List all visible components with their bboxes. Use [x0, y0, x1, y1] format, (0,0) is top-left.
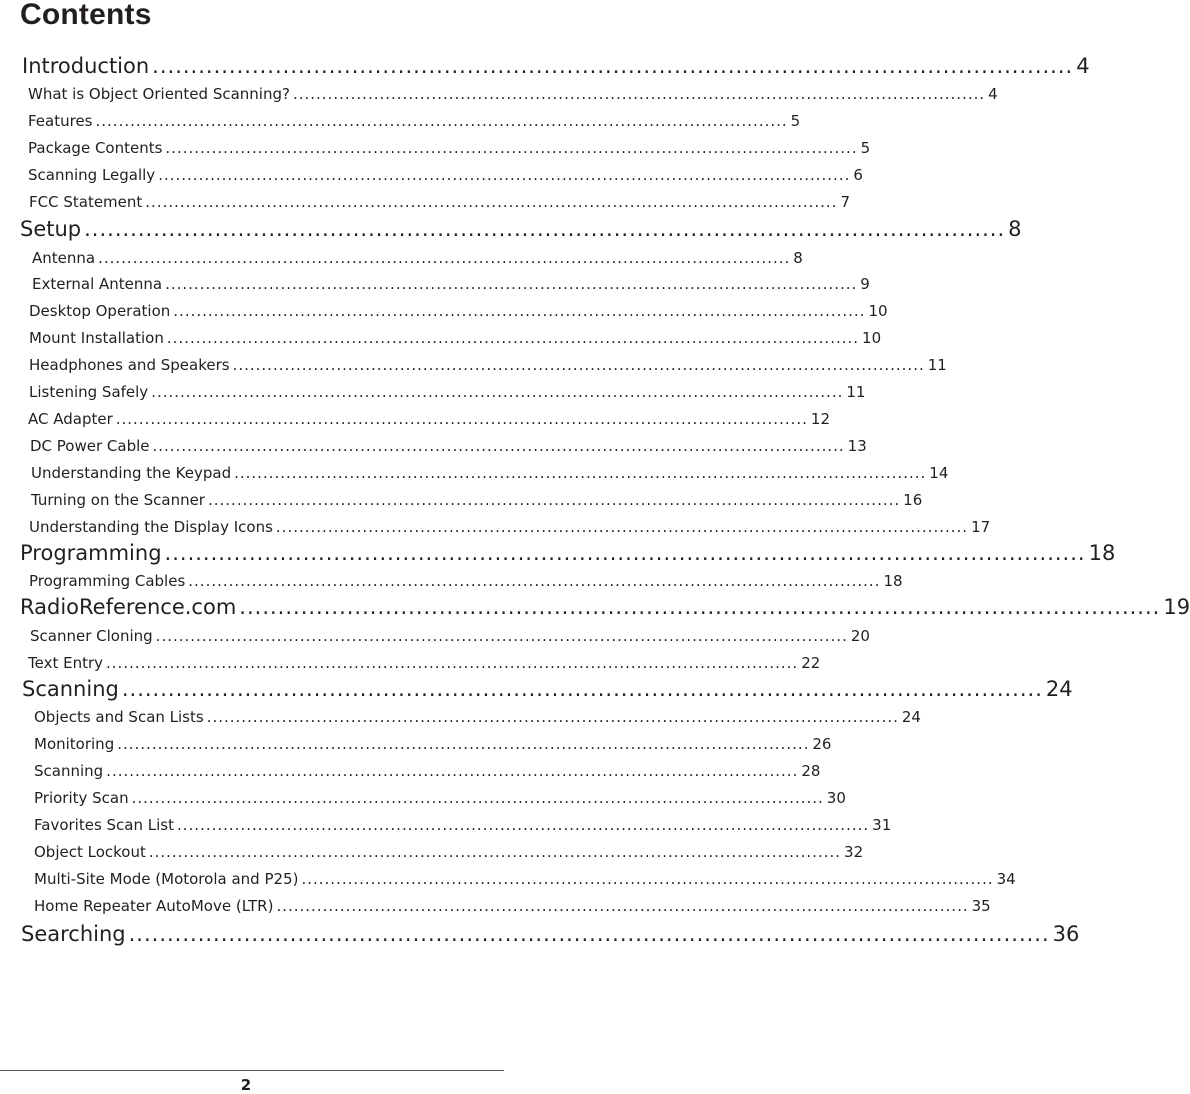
toc-entry-page: 30 — [826, 789, 846, 807]
toc-dot-leader: ........................................................................................................................ — [121, 677, 1043, 701]
toc-section-entry[interactable] — [29, 302, 888, 320]
toc-dot-leader: ........................................................................................................................ — [164, 541, 1086, 565]
toc-entry-title: What is Object Oriented Scanning? — [28, 85, 290, 103]
toc-entry-page: 4 — [988, 85, 998, 103]
toc-entry-page: 36 — [1052, 922, 1080, 946]
toc-entry-title: RadioReference.com — [20, 595, 237, 619]
toc-entry-title: Headphones and Speakers — [29, 356, 230, 374]
toc-entry-page: 10 — [868, 302, 888, 320]
page-number: 2 — [240, 1076, 252, 1094]
toc-entry-page: 4 — [1076, 54, 1090, 78]
toc-entry-title: Object Lockout — [34, 843, 146, 861]
toc-section-entry[interactable] — [31, 464, 949, 482]
toc-dot-leader: ........................................................................................................................ — [301, 870, 994, 888]
toc-entry-page: 14 — [929, 464, 949, 482]
toc-dot-leader: ........................................................................................................................ — [155, 627, 848, 645]
footer-divider — [0, 1070, 504, 1071]
toc-dot-leader: ........................................................................................................................ — [207, 491, 901, 509]
toc-chapter-entry[interactable] — [22, 54, 1090, 78]
toc-entry-page: 20 — [850, 627, 870, 645]
toc-chapter-entry[interactable] — [20, 595, 1190, 619]
toc-dot-leader: ........................................................................................................................ — [115, 410, 808, 428]
toc-entry-title: Mount Installation — [29, 329, 164, 347]
toc-entry-title: Antenna — [32, 249, 96, 267]
toc-entry-page: 26 — [812, 735, 832, 753]
toc-entry-title: Programming Cables — [29, 572, 186, 590]
toc-entry-title: Programming — [20, 541, 162, 565]
toc-entry-title: Introduction — [22, 54, 150, 78]
toc-dot-leader: ........................................................................................................................ — [158, 166, 851, 184]
toc-entry-title: Turning on the Scanner — [31, 491, 205, 509]
toc-dot-leader: ........................................................................................................................ — [232, 356, 925, 374]
toc-section-entry[interactable] — [28, 112, 801, 130]
toc-entry-title: Understanding the Display Icons — [29, 518, 273, 536]
toc-entry-page: 18 — [883, 572, 903, 590]
toc-dot-leader: ........................................................................................................................ — [106, 654, 799, 672]
toc-entry-page: 24 — [901, 708, 921, 726]
toc-entry-page: 5 — [860, 139, 871, 157]
toc-dot-leader: ........................................................................................................................ — [166, 329, 860, 347]
toc-dot-leader: ........................................................................................................................ — [131, 789, 824, 807]
page-title: Contents — [20, 0, 152, 31]
toc-entry-title: Scanning Legally — [28, 166, 156, 184]
toc-entry-title: Home Repeater AutoMove (LTR) — [34, 897, 274, 915]
toc-section-entry[interactable] — [29, 383, 866, 401]
toc-dot-leader: ........................................................................................................................ — [117, 735, 810, 753]
toc-section-entry[interactable] — [34, 870, 1016, 888]
toc-entry-page: 5 — [790, 112, 801, 130]
toc-entry-page: 19 — [1163, 595, 1190, 619]
toc-entry-page: 8 — [1008, 217, 1022, 241]
toc-dot-leader: ........................................................................................................................ — [84, 217, 1006, 241]
toc-section-entry[interactable] — [29, 329, 882, 347]
toc-entry-title: Desktop Operation — [29, 302, 171, 320]
toc-entry-title: External Antenna — [32, 275, 163, 293]
toc-entry-page: 34 — [996, 870, 1016, 888]
toc-section-entry[interactable] — [29, 356, 947, 374]
toc-entry-title: Scanning — [22, 677, 119, 701]
toc-entry-page: 13 — [847, 437, 867, 455]
toc-dot-leader: ........................................................................................................................ — [206, 708, 899, 726]
toc-section-entry[interactable] — [29, 518, 991, 536]
toc-entry-page: 18 — [1088, 541, 1116, 565]
toc-dot-leader: ........................................................................................................................ — [151, 383, 844, 401]
toc-section-entry[interactable] — [34, 708, 921, 726]
toc-dot-leader: ........................................................................................................................ — [176, 816, 870, 834]
toc-section-entry[interactable] — [30, 627, 870, 645]
toc-entry-title: Features — [28, 112, 93, 130]
toc-section-entry[interactable] — [28, 166, 863, 184]
toc-entry-title: Setup — [20, 217, 82, 241]
toc-dot-leader: ........................................................................................................................ — [275, 518, 969, 536]
toc-entry-title: Scanner Cloning — [30, 627, 153, 645]
toc-dot-leader: ........................................................................................................................ — [292, 85, 986, 103]
toc-entry-page: 17 — [971, 518, 991, 536]
toc-section-entry[interactable] — [34, 843, 864, 861]
toc-entry-title: Package Contents — [28, 139, 163, 157]
toc-chapter-entry[interactable] — [22, 677, 1073, 701]
toc-entry-title: Listening Safely — [29, 383, 149, 401]
toc-section-entry[interactable] — [34, 789, 846, 807]
toc-entry-title: Objects and Scan Lists — [34, 708, 204, 726]
toc-entry-title: Monitoring — [34, 735, 115, 753]
toc-entry-title: Text Entry — [28, 654, 104, 672]
toc-entry-title: Understanding the Keypad — [31, 464, 232, 482]
toc-entry-title: Multi-Site Mode (Motorola and P25) — [34, 870, 299, 888]
toc-section-entry[interactable] — [28, 85, 998, 103]
toc-dot-leader: ........................................................................................................................ — [173, 302, 866, 320]
toc-section-entry[interactable] — [31, 491, 923, 509]
toc-entry-page: 22 — [801, 654, 821, 672]
toc-section-entry[interactable] — [32, 249, 803, 267]
toc-dot-leader: ........................................................................................................................ — [234, 464, 927, 482]
toc-section-entry[interactable] — [34, 762, 821, 780]
toc-dot-leader: ........................................................................................................................ — [276, 897, 969, 915]
toc-entry-page: 31 — [872, 816, 892, 834]
toc-entry-page: 7 — [840, 193, 850, 211]
toc-entry-page: 10 — [862, 329, 882, 347]
toc-chapter-entry[interactable] — [20, 217, 1022, 241]
toc-section-entry[interactable] — [32, 275, 870, 293]
toc-entry-title: Priority Scan — [34, 789, 129, 807]
toc-dot-leader: ........................................................................................................................ — [152, 54, 1074, 78]
toc-section-entry[interactable] — [34, 735, 832, 753]
toc-entry-page: 12 — [810, 410, 831, 428]
toc-dot-leader: ........................................................................................................................ — [239, 595, 1161, 619]
toc-dot-leader: ........................................................................................................................ — [128, 922, 1050, 946]
toc-entry-title: Searching — [21, 922, 126, 946]
toc-section-entry[interactable] — [34, 816, 892, 834]
toc-dot-leader: ........................................................................................................................ — [152, 437, 845, 455]
toc-entry-page: 6 — [853, 166, 863, 184]
toc-entry-title: AC Adapter — [28, 410, 113, 428]
toc-entry-page: 11 — [927, 356, 947, 374]
toc-dot-leader: ........................................................................................................................ — [165, 275, 858, 293]
toc-entry-title: FCC Statement — [29, 193, 143, 211]
toc-entry-page: 9 — [860, 275, 870, 293]
toc-section-entry[interactable] — [30, 437, 867, 455]
toc-section-entry[interactable] — [29, 572, 903, 590]
toc-chapter-entry[interactable] — [20, 541, 1116, 565]
toc-section-entry[interactable] — [28, 654, 821, 672]
toc-entry-page: 8 — [793, 249, 803, 267]
toc-entry-page: 11 — [846, 383, 866, 401]
toc-entry-page: 16 — [903, 491, 923, 509]
toc-chapter-entry[interactable] — [21, 922, 1080, 946]
toc-dot-leader: ........................................................................................................................ — [145, 193, 838, 211]
toc-dot-leader: ........................................................................................................................ — [98, 249, 791, 267]
toc-entry-page: 32 — [844, 843, 864, 861]
toc-entry-title: Favorites Scan List — [34, 816, 174, 834]
toc-dot-leader: ........................................................................................................................ — [95, 112, 788, 130]
toc-dot-leader: ........................................................................................................................ — [148, 843, 842, 861]
toc-section-entry[interactable] — [34, 897, 991, 915]
toc-entry-title: DC Power Cable — [30, 437, 150, 455]
toc-entry-title: Scanning — [34, 762, 104, 780]
toc-entry-page: 28 — [801, 762, 821, 780]
toc-entry-page: 35 — [971, 897, 991, 915]
toc-section-entry[interactable] — [28, 410, 831, 428]
toc-section-entry[interactable] — [29, 193, 850, 211]
toc-section-entry[interactable] — [28, 139, 871, 157]
toc-dot-leader: ........................................................................................................................ — [106, 762, 799, 780]
toc-dot-leader: ........................................................................................................................ — [188, 572, 881, 590]
toc-entry-page: 24 — [1045, 677, 1073, 701]
toc-dot-leader: ........................................................................................................................ — [165, 139, 858, 157]
